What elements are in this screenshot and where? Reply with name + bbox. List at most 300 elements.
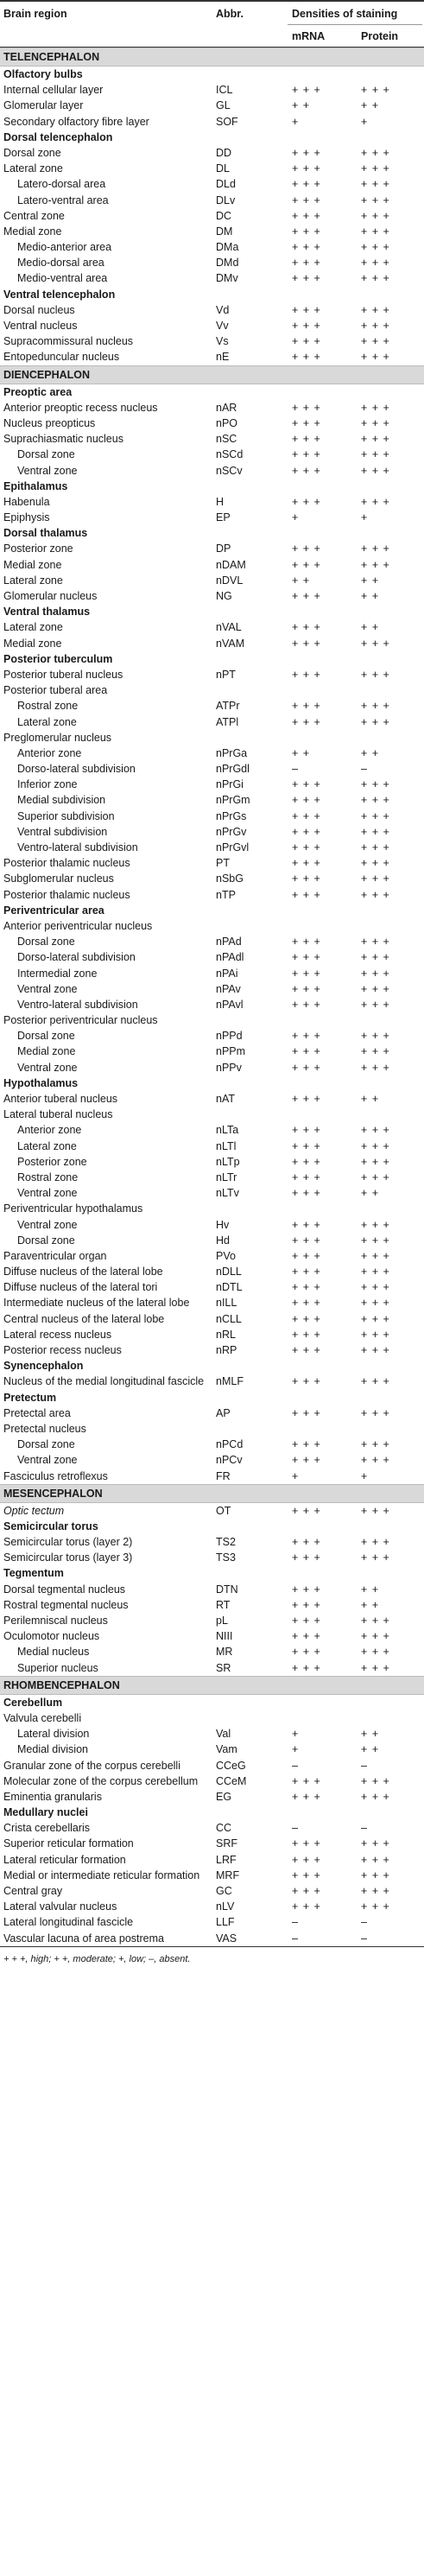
region-name-cell: Glomerular nucleus [3, 590, 98, 602]
protein-density-cell: + + + [361, 1312, 390, 1325]
region-name-cell: Superior subdivision [17, 809, 115, 822]
table-row [0, 557, 424, 573]
region-name-cell: Valvula cerebelli [3, 1711, 82, 1724]
protein-density-cell: + + + [361, 1646, 390, 1659]
abbr-cell: DC [216, 209, 232, 222]
mrna-density-cell: + + + [292, 241, 321, 254]
table-row [0, 1613, 424, 1628]
protein-density-cell: + + [361, 590, 380, 602]
region-name-cell: Anterior zone [17, 1124, 82, 1137]
table-row [0, 145, 424, 161]
table-row [0, 1185, 424, 1201]
protein-density-cell: + + [361, 1728, 380, 1741]
protein-density-cell: – [361, 763, 368, 776]
mrna-density-cell: + + + [292, 401, 321, 414]
protein-density-cell: + + + [361, 241, 390, 254]
protein-density-cell: + + + [361, 1853, 390, 1866]
group-label: Periventricular area [3, 904, 104, 917]
mrna-density-cell: + + + [292, 272, 321, 285]
group-label: Semicircular torus [3, 1520, 98, 1532]
region-name-cell: Lateral zone [17, 715, 77, 728]
mrna-density-cell: + + + [292, 1900, 321, 1913]
region-name-cell: Dorsal nucleus [3, 303, 75, 316]
abbr-cell: TS2 [216, 1536, 236, 1549]
protein-density-cell: + + + [361, 1438, 390, 1451]
table-row [0, 1342, 424, 1358]
region-name-cell: Anterior periventricular nucleus [3, 919, 153, 932]
region-name-cell: Medial zone [17, 1045, 76, 1058]
table-row [0, 224, 424, 239]
protein-density-cell: + + + [361, 1536, 390, 1549]
abbr-cell: GC [216, 1885, 232, 1897]
mrna-density-cell: + + + [292, 1218, 321, 1231]
abbr-cell: H [216, 495, 225, 508]
table-row [0, 1883, 424, 1899]
group-label: Ventral thalamus [3, 606, 91, 619]
region-name-cell: Central zone [3, 209, 65, 222]
abbr-cell: nSbG [216, 872, 244, 885]
mrna-density-cell: + + + [292, 1661, 321, 1674]
mrna-density-cell: + + + [292, 794, 321, 807]
table-row [0, 777, 424, 792]
mrna-density-cell: + + + [292, 1045, 321, 1058]
region-name-cell: Central gray [3, 1885, 63, 1897]
table-row [0, 746, 424, 761]
mrna-density-cell: + + + [292, 1297, 321, 1310]
section-header-row [0, 1484, 424, 1503]
table-row [0, 1154, 424, 1170]
region-name-cell: Ventral zone [17, 1454, 78, 1467]
table-row [0, 1582, 424, 1597]
mrna-density-cell: + + + [292, 1093, 321, 1105]
table-row [0, 1550, 424, 1565]
mrna-density-cell: + + + [292, 888, 321, 901]
section-header-row [0, 48, 424, 67]
mrna-density-cell: + + + [292, 178, 321, 191]
mrna-density-cell: + + + [292, 1328, 321, 1341]
table-row [0, 270, 424, 286]
table-footnote: + + +, high; + +, moderate; +, low; –, absent. [0, 1946, 424, 1971]
section-label: MESENCEPHALON [3, 1487, 103, 1500]
table-row [0, 1044, 424, 1059]
region-name-cell: Ventral zone [17, 1061, 78, 1074]
group-label: Olfactory bulbs [3, 68, 83, 80]
table-row [0, 1836, 424, 1851]
table-row [0, 302, 424, 318]
group-label: Ventral telencephalon [3, 288, 116, 301]
protein-density-cell: + + + [361, 1139, 390, 1152]
region-name-cell: Posterior zone [17, 1155, 87, 1168]
protein-density-cell: + + + [361, 257, 390, 270]
protein-density-cell: + + [361, 574, 380, 587]
table-row [0, 636, 424, 651]
group-label: Preoptic area [3, 385, 73, 398]
region-name-cell: Molecular zone of the corpus cerebellum [3, 1774, 199, 1787]
region-name-cell: Intermediate nucleus of the lateral lobe [3, 1297, 190, 1310]
protein-density-cell: + + + [361, 888, 390, 901]
region-name-cell: Supracommissural nucleus [3, 335, 134, 348]
region-name-cell: Optic tectum [3, 1504, 65, 1517]
protein-density-cell: + + + [361, 1045, 390, 1058]
region-name-cell: Inferior zone [17, 778, 78, 791]
table-row [0, 887, 424, 903]
abbr-cell: PT [216, 857, 230, 870]
mrna-density-cell: + + + [292, 1344, 321, 1356]
protein-density-cell: + + + [361, 794, 390, 807]
mrna-density-cell: + + + [292, 857, 321, 870]
protein-density-cell: + + [361, 1583, 380, 1596]
mrna-density-cell: + + + [292, 668, 321, 681]
region-name-cell: Anterior tuberal nucleus [3, 1093, 118, 1105]
protein-density-cell: + + + [361, 1454, 390, 1467]
protein-density-cell: + + + [361, 778, 390, 791]
mrna-density-cell: + + + [292, 433, 321, 446]
table-row [0, 333, 424, 349]
table-row [0, 1012, 424, 1028]
group-label: Medullary nuclei [3, 1806, 88, 1819]
protein-density-cell: – [361, 1759, 368, 1772]
protein-density-cell: + + + [361, 320, 390, 332]
region-name-cell: Semicircular torus (layer 3) [3, 1551, 133, 1564]
abbr-cell: PVo [216, 1249, 236, 1262]
region-name-cell: Lateral division [17, 1728, 90, 1741]
mrna-density-cell: + + + [292, 464, 321, 477]
abbr-cell: AP [216, 1406, 231, 1419]
table-row [0, 1091, 424, 1107]
mrna-density-cell: + + + [292, 416, 321, 429]
mrna-density-cell: + + + [292, 1438, 321, 1451]
mrna-density-cell: – [292, 1932, 299, 1945]
table-row [0, 1248, 424, 1264]
table-row [0, 1742, 424, 1757]
abbr-cell: SRF [216, 1837, 237, 1850]
protein-density-cell: + + + [361, 542, 390, 555]
protein-density-cell: + + + [361, 1297, 390, 1310]
region-name-cell: Entopeduncular nucleus [3, 351, 120, 364]
abbr-cell: nPrGi [216, 778, 244, 791]
region-name-cell: Rostral tegmental nucleus [3, 1598, 129, 1611]
region-name-cell: Lateral zone [3, 574, 63, 587]
table-row [0, 1773, 424, 1789]
abbr-cell: nTP [216, 888, 236, 901]
protein-density-cell: + + [361, 1093, 380, 1105]
region-name-cell: Posterior tuberal nucleus [3, 668, 123, 681]
mrna-density-cell: + + [292, 574, 311, 587]
group-label: Synencephalon [3, 1360, 84, 1373]
group-header-row [0, 479, 424, 494]
abbr-cell: Vd [216, 303, 230, 316]
region-name-cell: Posterior zone [3, 542, 73, 555]
abbr-cell: DMa [216, 241, 239, 254]
protein-density-cell: + + + [361, 1344, 390, 1356]
table-row [0, 1122, 424, 1138]
mrna-density-cell: + + + [292, 825, 321, 838]
protein-density-cell: + + + [361, 1406, 390, 1419]
table-subheader [0, 24, 424, 48]
table-row [0, 809, 424, 824]
abbr-cell: nAR [216, 401, 237, 414]
mrna-density-cell: + + + [292, 1249, 321, 1262]
abbr-cell: pL [216, 1615, 228, 1627]
abbr-cell: nPCv [216, 1454, 243, 1467]
abbr-cell: LRF [216, 1853, 237, 1866]
abbr-cell: DM [216, 225, 233, 238]
mrna-density-cell: + + + [292, 1869, 321, 1881]
table-row [0, 1597, 424, 1613]
group-header-row [0, 1695, 424, 1710]
mrna-density-cell: + + + [292, 1615, 321, 1627]
region-name-cell: Pretectal area [3, 1406, 71, 1419]
abbr-cell: ICL [216, 84, 233, 97]
mrna-density-cell: + + + [292, 495, 321, 508]
group-header-row [0, 1075, 424, 1091]
mrna-density-cell: + + + [292, 1504, 321, 1517]
region-name-cell: Semicircular torus (layer 2) [3, 1536, 133, 1549]
region-name-cell: Ventro-lateral subdivision [17, 998, 138, 1011]
table-row [0, 114, 424, 130]
mrna-density-cell: + + + [292, 982, 321, 995]
region-name-cell: Lateral tuberal nucleus [3, 1108, 113, 1121]
table-row [0, 318, 424, 333]
region-name-cell: Dorso-lateral subdivision [17, 951, 136, 964]
mrna-density-cell: + + + [292, 1375, 321, 1388]
mrna-density-cell: + + + [292, 1030, 321, 1043]
mrna-density-cell: + + + [292, 448, 321, 461]
region-name-cell: Crista cerebellaris [3, 1822, 91, 1835]
region-name-cell: Posterior recess nucleus [3, 1344, 122, 1356]
mrna-density-cell: – [292, 763, 299, 776]
abbr-cell: nPAd [216, 936, 242, 949]
mrna-density-cell: + + + [292, 1646, 321, 1659]
protein-density-cell: + + + [361, 1661, 390, 1674]
region-name-cell: Diffuse nucleus of the lateral tori [3, 1281, 158, 1294]
abbr-cell: nSCv [216, 464, 243, 477]
protein-density-cell: + + [361, 1187, 380, 1200]
mrna-density-cell: + + + [292, 1281, 321, 1294]
protein-density-cell: + + + [361, 825, 390, 838]
protein-density-cell: + + + [361, 1266, 390, 1278]
region-name-cell: Fasciculus retroflexus [3, 1469, 108, 1482]
protein-density-cell: + + + [361, 433, 390, 446]
abbr-cell: nPAdl [216, 951, 244, 964]
protein-density-cell: + + + [361, 1869, 390, 1881]
table-row [0, 871, 424, 886]
abbr-cell: EG [216, 1790, 232, 1803]
group-header-row [0, 651, 424, 667]
mrna-density-cell: + + + [292, 1124, 321, 1137]
protein-density-cell: + + [361, 746, 380, 759]
region-name-cell: Ventral zone [17, 982, 78, 995]
abbr-cell: DLv [216, 194, 236, 206]
region-name-cell: Medial division [17, 1743, 88, 1756]
group-header-row [0, 525, 424, 541]
region-name-cell: Rostral zone [17, 1171, 79, 1183]
protein-density-cell: + + + [361, 1551, 390, 1564]
protein-density-cell: + + + [361, 841, 390, 853]
table-row [0, 1437, 424, 1452]
abbr-cell: Hd [216, 1234, 230, 1247]
group-label: Posterior tuberculum [3, 652, 113, 665]
mrna-density-cell: + + + [292, 700, 321, 713]
table-row [0, 400, 424, 416]
region-name-cell: Lateral recess nucleus [3, 1328, 112, 1341]
mrna-density-cell: + + + [292, 1061, 321, 1074]
abbr-cell: NIII [216, 1630, 233, 1643]
abbr-cell: nRP [216, 1344, 237, 1356]
abbr-cell: nPPd [216, 1030, 243, 1043]
table-row [0, 667, 424, 682]
mrna-density-cell: + + + [292, 1155, 321, 1168]
protein-density-cell: + + + [361, 194, 390, 206]
group-header-row [0, 1358, 424, 1374]
table-row [0, 588, 424, 604]
region-name-cell: Dorsal zone [17, 448, 75, 461]
mrna-density-cell: + + + [292, 1312, 321, 1325]
region-name-cell: Lateral longitudinal fascicle [3, 1916, 134, 1929]
group-label: Dorsal thalamus [3, 527, 88, 540]
protein-density-cell: + + + [361, 668, 390, 681]
abbr-cell: Val [216, 1728, 231, 1741]
protein-density-cell: + + + [361, 1375, 390, 1388]
abbr-cell: nPCd [216, 1438, 244, 1451]
region-name-cell: Posterior thalamic nucleus [3, 857, 130, 870]
abbr-cell: DLd [216, 178, 236, 191]
table-row [0, 1374, 424, 1389]
table-row [0, 1233, 424, 1248]
protein-density-cell: + + + [361, 146, 390, 159]
mrna-density-cell: + + + [292, 778, 321, 791]
table-row [0, 1405, 424, 1421]
mrna-density-cell: + + + [292, 146, 321, 159]
protein-density-cell: + + + [361, 401, 390, 414]
mrna-density-cell: + [292, 1743, 300, 1756]
mrna-density-cell: + + + [292, 1774, 321, 1787]
abbr-cell: DL [216, 162, 230, 175]
mrna-density-cell: + + + [292, 1790, 321, 1803]
mrna-density-cell: – [292, 1759, 299, 1772]
mrna-density-cell: + + + [292, 637, 321, 650]
region-name-cell: Habenula [3, 495, 50, 508]
protein-density-cell: + + + [361, 967, 390, 980]
abbr-cell: CC [216, 1822, 232, 1835]
abbr-cell: Vs [216, 335, 229, 348]
region-name-cell: Ventral zone [17, 464, 78, 477]
abbr-cell: nLTp [216, 1155, 240, 1168]
table-row [0, 1421, 424, 1437]
mrna-density-cell: + + + [292, 1536, 321, 1549]
region-name-cell: Ventral zone [17, 1218, 78, 1231]
abbr-cell: DTN [216, 1583, 238, 1596]
table-row [0, 792, 424, 808]
region-name-cell: Dorsal zone [3, 146, 61, 159]
table-row [0, 1914, 424, 1930]
table-row [0, 1295, 424, 1310]
mrna-density-cell: + + + [292, 1454, 321, 1467]
abbr-cell: ATPl [216, 715, 239, 728]
protein-density-cell: + + + [361, 1061, 390, 1074]
table-row [0, 349, 424, 365]
mrna-density-cell: + + + [292, 1187, 321, 1200]
mrna-density-cell: + + [292, 99, 311, 112]
abbr-cell: VAS [216, 1932, 237, 1945]
mrna-density-cell: + + + [292, 998, 321, 1011]
region-name-cell: Ventral nucleus [3, 320, 78, 332]
mrna-density-cell: + + + [292, 1598, 321, 1611]
abbr-cell: nPAi [216, 967, 238, 980]
mrna-density-cell: + + + [292, 967, 321, 980]
abbr-cell: RT [216, 1598, 231, 1611]
table-row [0, 855, 424, 871]
group-label: Pretectum [3, 1391, 57, 1404]
table-row [0, 1726, 424, 1742]
protein-density-cell: + + + [361, 1615, 390, 1627]
abbr-cell: nDAM [216, 558, 246, 571]
region-name-cell: Nucleus preopticus [3, 416, 96, 429]
table-row [0, 1868, 424, 1883]
abbr-cell: nPrGs [216, 809, 247, 822]
abbr-cell: nLTr [216, 1171, 237, 1183]
mrna-density-cell: + + [292, 746, 311, 759]
region-name-cell: Latero-dorsal area [17, 178, 106, 191]
protein-density-cell: + + + [361, 448, 390, 461]
group-header-row [0, 604, 424, 619]
table-row [0, 541, 424, 556]
protein-density-cell: + + + [361, 351, 390, 364]
table-row [0, 1217, 424, 1233]
table-row [0, 463, 424, 479]
protein-density-cell: + + + [361, 1030, 390, 1043]
table-row [0, 573, 424, 588]
table-row [0, 176, 424, 192]
abbr-cell: nLV [216, 1900, 235, 1913]
abbr-cell: nPAvl [216, 998, 244, 1011]
region-name-cell: Secondary olfactory fibre layer [3, 115, 149, 128]
abbr-cell: nILL [216, 1297, 237, 1310]
region-name-cell: Subglomerular nucleus [3, 872, 114, 885]
abbr-cell: nLTl [216, 1139, 237, 1152]
protein-density-cell: + + [361, 99, 380, 112]
table-row [0, 730, 424, 746]
mrna-density-cell: + + + [292, 1885, 321, 1897]
header-mrna: mRNA [292, 30, 326, 42]
region-name-cell: Anterior preoptic recess nucleus [3, 401, 158, 414]
protein-density-cell: + + + [361, 162, 390, 175]
region-name-cell: Intermedial zone [17, 967, 98, 980]
abbr-cell: GL [216, 99, 231, 112]
protein-density-cell: + + + [361, 84, 390, 97]
table-row [0, 1201, 424, 1216]
table-row [0, 1060, 424, 1075]
protein-density-cell: – [361, 1822, 368, 1835]
protein-density-cell: + + + [361, 1885, 390, 1897]
header-protein: Protein [361, 30, 399, 42]
region-name-cell: Eminentia granularis [3, 1790, 102, 1803]
mrna-density-cell: + + + [292, 1583, 321, 1596]
header-abbr: Abbr. [216, 8, 244, 20]
region-name-cell: Ventro-lateral subdivision [17, 841, 138, 853]
abbr-cell: TS3 [216, 1551, 236, 1564]
region-name-cell: Central nucleus of the lateral lobe [3, 1312, 165, 1325]
section-label: RHOMBENCEPHALON [3, 1678, 120, 1691]
table-row [0, 1644, 424, 1659]
region-name-cell: Lateral zone [17, 1139, 77, 1152]
region-name-cell: Medial subdivision [17, 794, 106, 807]
region-name-cell: Vascular lacuna of area postrema [3, 1932, 164, 1945]
abbr-cell: nVAL [216, 621, 242, 634]
abbr-cell: OT [216, 1504, 231, 1517]
abbr-cell: nAT [216, 1093, 235, 1105]
abbr-cell: nPrGa [216, 746, 248, 759]
